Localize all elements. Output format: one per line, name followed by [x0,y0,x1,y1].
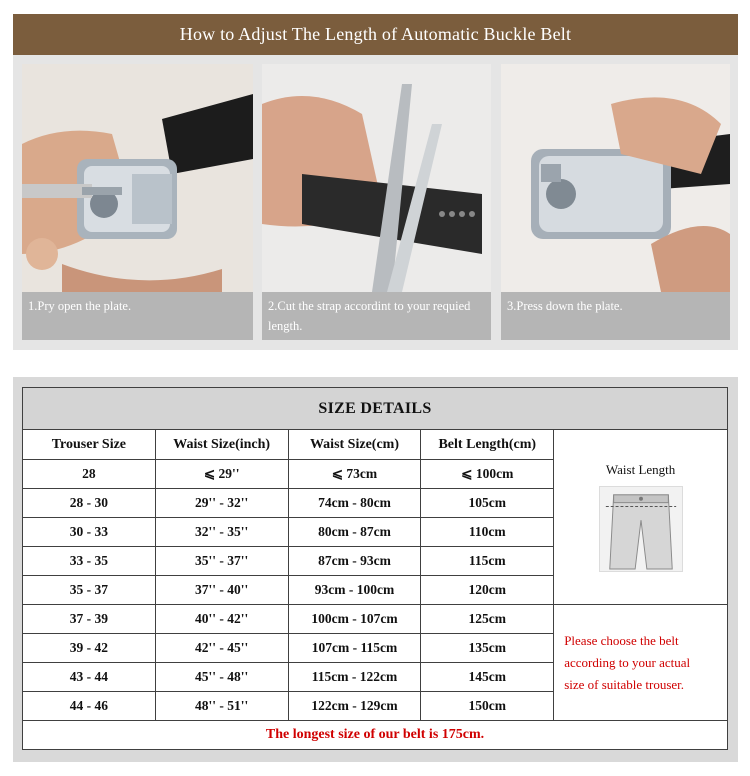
longest-size-footer: The longest size of our belt is 175cm. [23,721,728,750]
cell-waist-cm: 115cm - 122cm [288,663,421,692]
note-line: size of suitable trouser. [564,676,685,692]
cell-belt-length: 105cm [421,489,554,518]
cell-waist-cm: 74cm - 80cm [288,489,421,518]
size-details-panel [13,377,738,762]
note-line: according to your actual [564,654,691,670]
cell-waist-inch: 45'' - 48'' [155,663,288,692]
step-3-photo [501,64,730,292]
cell-trouser: 43 - 44 [23,663,156,692]
col-header-waist-cm: Waist Size(cm) [288,430,421,460]
cell-waist-inch: 37'' - 40'' [155,576,288,605]
cell-waist-cm: 80cm - 87cm [288,518,421,547]
cell-trouser: 37 - 39 [23,605,156,634]
cell-waist-inch: 42'' - 45'' [155,634,288,663]
cell-trouser: 44 - 46 [23,692,156,721]
step-3 [501,64,730,340]
cell-trouser: 28 - 30 [23,489,156,518]
cell-trouser: 30 - 33 [23,518,156,547]
step-1-photo [22,64,253,292]
cell-belt-length: 125cm [421,605,554,634]
instructions-title: How to Adjust The Length of Automatic Buckle Belt [13,14,738,55]
cell-trouser: 33 - 35 [23,547,156,576]
cell-waist-inch: 35'' - 37'' [155,547,288,576]
col-header-belt-length: Belt Length(cm) [421,430,554,460]
cell-belt-length: 150cm [421,692,554,721]
col-header-trouser: Trouser Size [23,430,156,460]
cell-belt-length: 120cm [421,576,554,605]
step-3-caption: 3.Press down the plate. [507,299,623,313]
cell-belt-length: ⩽ 100cm [421,460,554,489]
cell-waist-cm: 107cm - 115cm [288,634,421,663]
cell-waist-cm: 122cm - 129cm [288,692,421,721]
cell-waist-inch: 48'' - 51'' [155,692,288,721]
size-advice-note [554,630,727,696]
cell-trouser: 39 - 42 [23,634,156,663]
size-table-title: SIZE DETAILS [23,388,728,430]
cell-waist-cm: 87cm - 93cm [288,547,421,576]
step-2 [262,64,491,340]
cell-trouser: 35 - 37 [23,576,156,605]
step-1 [22,64,253,340]
cell-waist-inch: ⩽ 29'' [155,460,288,489]
cell-trouser: 28 [23,460,156,489]
cell-waist-inch: 29'' - 32'' [155,489,288,518]
waist-length-cell [554,430,728,605]
trouser-diagram [599,486,683,572]
cell-waist-cm: 93cm - 100cm [288,576,421,605]
cell-waist-cm: ⩽ 73cm [288,460,421,489]
cell-waist-inch: 32'' - 35'' [155,518,288,547]
size-table [22,387,728,750]
waist-length-label: Waist Length [605,462,676,477]
note-line: Please choose the belt [564,632,679,648]
cell-waist-cm: 100cm - 107cm [288,605,421,634]
cell-belt-length: 110cm [421,518,554,547]
cell-waist-inch: 40'' - 42'' [155,605,288,634]
step-2-photo [262,64,491,292]
table-row [23,605,728,634]
step-2-caption: 2.Cut the strap accordint to your requied length. [268,299,471,333]
size-advice-cell [554,605,728,721]
col-header-waist-inch: Waist Size(inch) [155,430,288,460]
cell-belt-length: 145cm [421,663,554,692]
cell-belt-length: 135cm [421,634,554,663]
adjust-instructions-panel [13,14,738,350]
cell-belt-length: 115cm [421,547,554,576]
step-1-caption: 1.Pry open the plate. [28,299,132,313]
